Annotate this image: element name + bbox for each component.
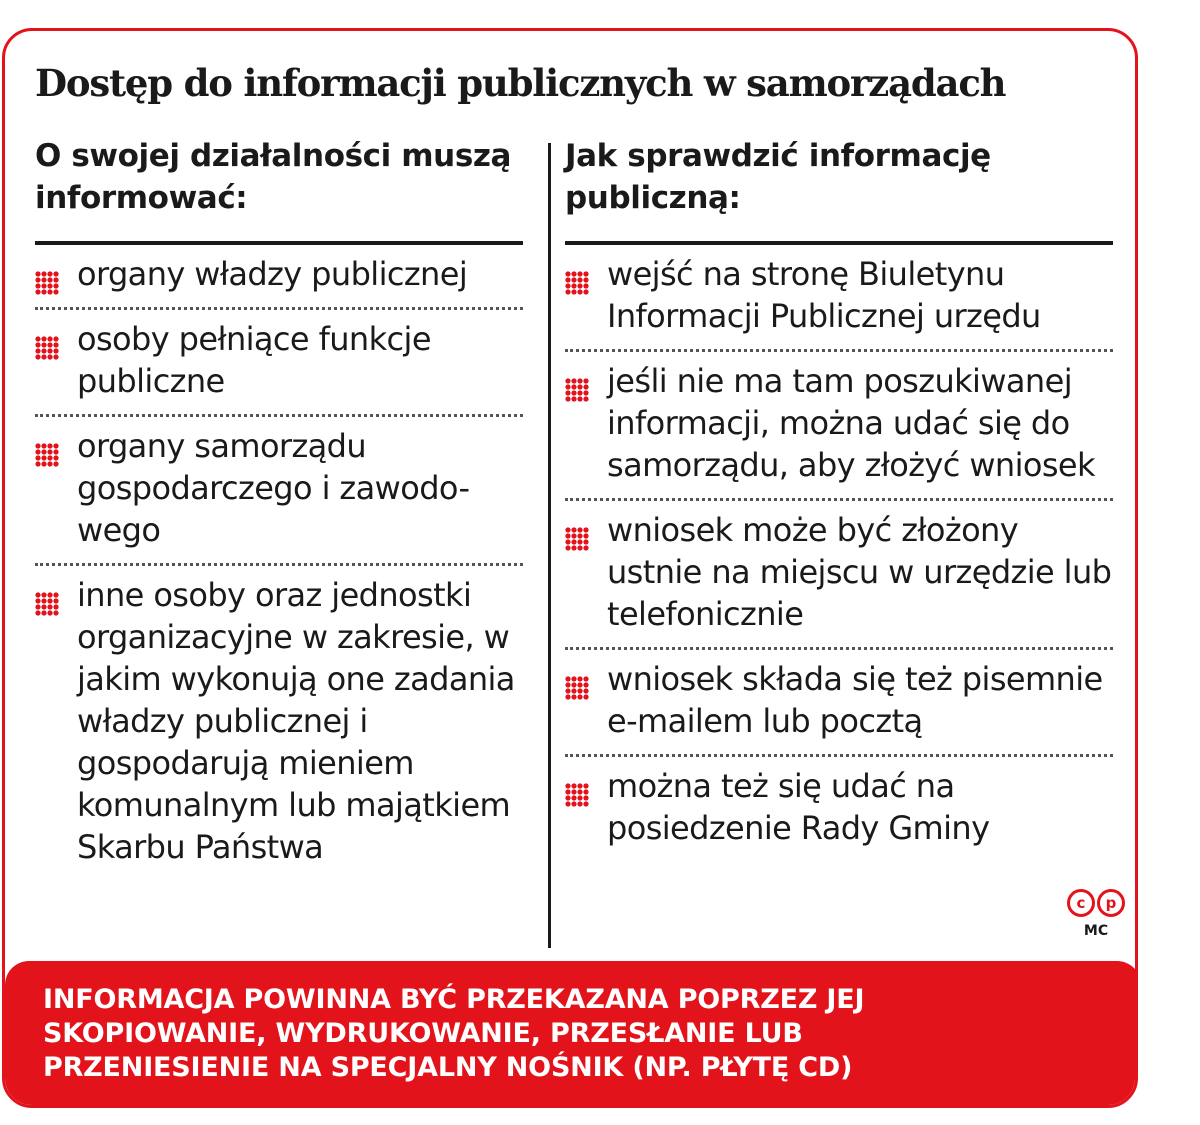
left-column-heading: O swojej działalności muszą informować: bbox=[35, 135, 523, 245]
left-list bbox=[35, 245, 523, 880]
copyright-p-icon: p bbox=[1097, 889, 1125, 917]
info-banner bbox=[5, 961, 1138, 1108]
list-item-text: osoby pełniące funkcje publiczne bbox=[77, 320, 431, 400]
right-column bbox=[565, 135, 1113, 861]
list-item bbox=[565, 650, 1113, 757]
list-item bbox=[35, 310, 523, 417]
author-initials: MC bbox=[1083, 923, 1109, 939]
list-item-text: wniosek może być złożony ustnie na miejscu w urzędzie lub telefonicznie bbox=[607, 511, 1112, 633]
infographic-card bbox=[2, 28, 1138, 1108]
copyright-icons bbox=[1067, 889, 1125, 917]
dot-grid-bullet-icon bbox=[565, 271, 589, 295]
copyright-c-icon: c bbox=[1067, 889, 1095, 917]
list-item-text: organy władzy publicznej bbox=[77, 255, 468, 293]
list-item-text: inne osoby oraz jednostki organizacyjne w zakresie, w jakim wykonują one zadania władzy publicznej i gospodarują mieniem komunalnym lub majątkiem Skarbu Państwa bbox=[77, 576, 515, 866]
list-item bbox=[565, 245, 1113, 352]
list-item bbox=[35, 566, 523, 880]
list-item bbox=[35, 417, 523, 566]
dot-grid-bullet-icon bbox=[565, 676, 589, 700]
list-item-text: wniosek składa się też pisemnie e-mailem lub pocztą bbox=[607, 660, 1103, 740]
copyright-mark bbox=[1067, 889, 1125, 939]
dot-grid-bullet-icon bbox=[565, 378, 589, 402]
column-divider bbox=[548, 143, 551, 948]
dot-grid-bullet-icon bbox=[565, 783, 589, 807]
dot-grid-bullet-icon bbox=[35, 443, 59, 467]
right-list bbox=[565, 245, 1113, 861]
list-item bbox=[565, 757, 1113, 861]
list-item-text: można też się udać na posiedzenie Rady Gminy bbox=[607, 767, 990, 847]
list-item-text: wejść na stronę Biuletynu Informacji Publicznej urzędu bbox=[607, 255, 1041, 335]
page-title: Dostęp do informacji publicznych w samorządach bbox=[35, 61, 1006, 105]
left-column bbox=[35, 135, 523, 880]
banner-text: INFORMACJA POWINNA BYĆ PRZEKAZANA POPRZEZ JEJ SKOPIOWANIE, WYDRUKOWANIE, PRZESŁANIE LUB PRZENIESIENIE NA SPECJALNY NOŚNIK (NP. PŁYTĘ CD) bbox=[43, 984, 865, 1083]
dot-grid-bullet-icon bbox=[35, 336, 59, 360]
dot-grid-bullet-icon bbox=[35, 592, 59, 616]
list-item-text: jeśli nie ma tam poszukiwanej informacji, można udać się do samorządu, aby złożyć wniosek bbox=[607, 362, 1095, 484]
right-column-heading: Jak sprawdzić informację publiczną: bbox=[565, 135, 1113, 245]
list-item bbox=[565, 501, 1113, 650]
list-item-text: organy samorządu gospodarczego i zawodo-wego bbox=[77, 427, 470, 549]
list-item bbox=[35, 245, 523, 310]
list-item bbox=[565, 352, 1113, 501]
dot-grid-bullet-icon bbox=[35, 271, 59, 295]
dot-grid-bullet-icon bbox=[565, 527, 589, 551]
